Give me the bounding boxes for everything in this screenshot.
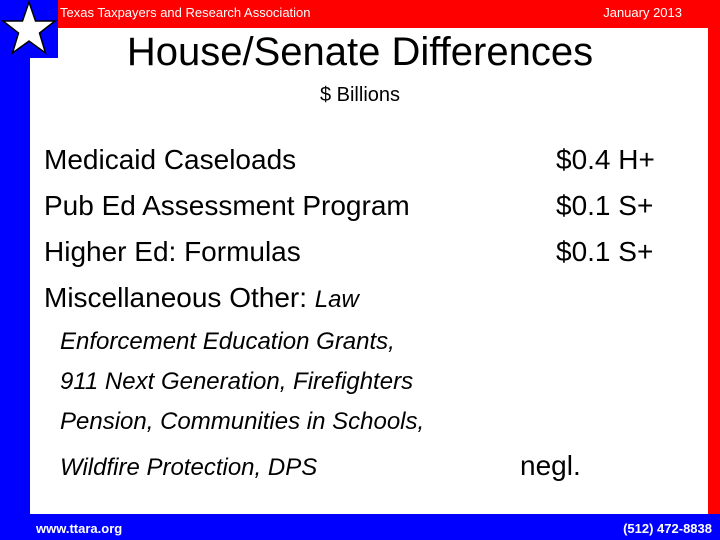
misc-line: Enforcement Education Grants, bbox=[60, 328, 395, 355]
footer-url[interactable]: www.ttara.org bbox=[36, 521, 123, 536]
header-org: Texas Taxpayers and Research Association bbox=[60, 5, 311, 20]
page-title: House/Senate Differences bbox=[126, 30, 594, 74]
page-subtitle: $ Billions bbox=[319, 84, 401, 106]
item-label: Pub Ed Assessment Program bbox=[44, 190, 410, 221]
item-value: $0.4 H+ bbox=[556, 144, 655, 175]
misc-first-word: Law bbox=[314, 286, 359, 313]
item-label: Higher Ed: Formulas bbox=[44, 236, 301, 267]
misc-row bbox=[44, 282, 359, 314]
misc-line: Pension, Communities in Schools, bbox=[60, 408, 425, 435]
footer-phone: (512) 472-8838 bbox=[623, 521, 712, 536]
misc-line: 911 Next Generation, Firefighters bbox=[60, 368, 414, 395]
misc-label: Miscellaneous Other: bbox=[44, 282, 308, 313]
item-value: $0.1 S+ bbox=[556, 190, 654, 221]
item-label: Medicaid Caseloads bbox=[44, 144, 297, 175]
misc-value: negl. bbox=[520, 450, 581, 481]
header-date: January 2013 bbox=[603, 5, 682, 20]
item-value: $0.1 S+ bbox=[556, 236, 654, 267]
left-blue-band bbox=[0, 0, 30, 540]
misc-line: Wildfire Protection, DPS bbox=[60, 454, 318, 481]
right-red-band bbox=[708, 0, 720, 540]
